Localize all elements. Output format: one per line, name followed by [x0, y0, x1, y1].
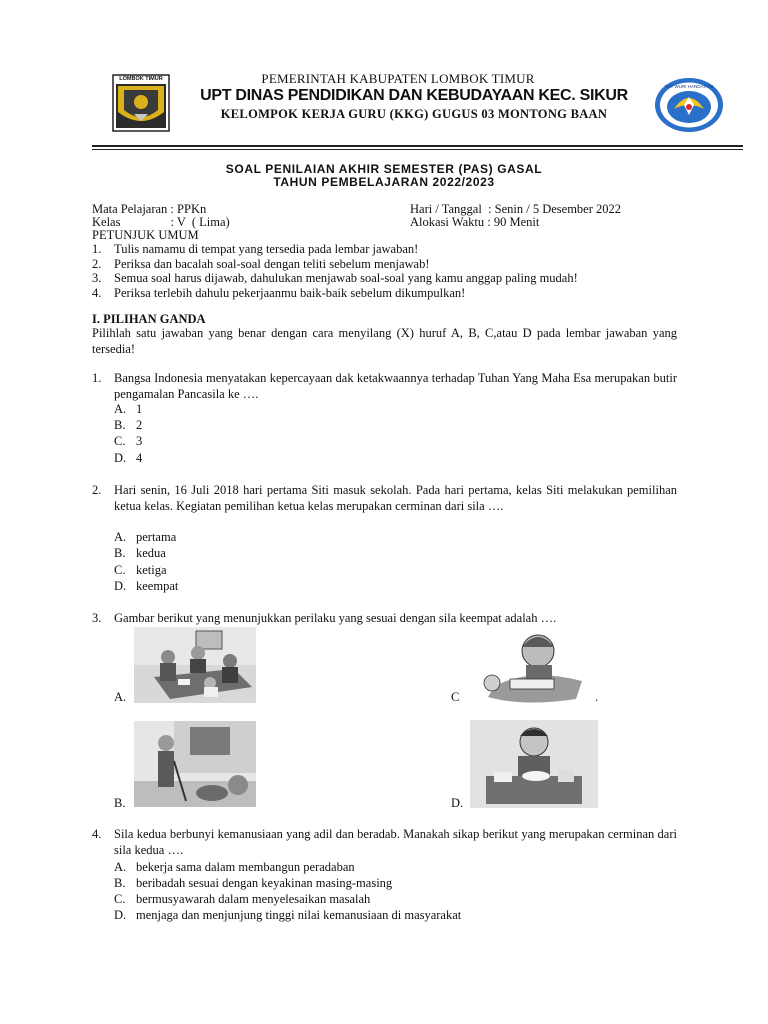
- question-1-number: 1.: [92, 371, 102, 385]
- question-3-option-a-image: [134, 627, 256, 703]
- info-subject: Mata Pelajaran : PPKn: [92, 202, 207, 216]
- question-2-number: 2.: [92, 483, 102, 497]
- question-4-option-b: B. beribadah sesuai dengan keyakinan masing-masing: [114, 876, 393, 890]
- question-3-option-b-letter: B.: [114, 796, 126, 810]
- instruction-3-text: Semua soal harus dijawab, dahulukan menjawab soal-soal yang kamu anggap paling mudah!: [114, 271, 578, 285]
- instruction-2-num: 2.: [92, 257, 102, 271]
- question-1-text: Bangsa Indonesia menyatakan kepercayaan dak ketakwaannya terhadap Tuhan Yang Maha Esa merupakan butir pengamalan Pancasila ke ….: [114, 371, 677, 401]
- question-4-option-a: A. bekerja sama dalam membangun peradaban: [114, 860, 355, 874]
- general-instructions-heading: PETUNJUK UMUM: [92, 228, 199, 242]
- question-1-option-b: B. 2: [114, 418, 143, 432]
- question-4-option-d: D. menjaga dan menjunjung tinggi nilai kemanusiaan di masyarakat: [114, 908, 462, 922]
- header-government: PEMERINTAH KABUPATEN LOMBOK TIMUR: [261, 71, 535, 86]
- instruction-3-num: 3.: [92, 271, 102, 285]
- header-office: UPT DINAS PENDIDIKAN DAN KEBUDAYAAN KEC. SIKUR: [200, 87, 628, 104]
- question-2-option-c: C. ketiga: [114, 563, 167, 577]
- header-kkg: KELOMPOK KERJA GURU (KKG) GUGUS 03 MONTONG BAAN: [220, 107, 608, 121]
- question-1-option-d: D. 4: [114, 451, 143, 465]
- woman-sweeping-image: [134, 721, 256, 807]
- question-1-option-c: C. 3: [114, 434, 143, 448]
- question-2-option-b: B. kedua: [114, 546, 166, 560]
- info-duration: Alokasi Waktu : 90 Menit: [410, 215, 540, 229]
- question-3-option-d-image: [470, 720, 598, 808]
- question-3-option-a-letter: A.: [114, 690, 127, 704]
- instruction-4-text: Periksa terlebih dahulu pekerjaanmu baik-baik sebelum dikumpulkan!: [114, 286, 466, 300]
- question-3-option-c-image: [464, 627, 592, 703]
- question-3-option-c-dot: .: [595, 690, 599, 704]
- boy-preparing-food-image: [470, 720, 598, 808]
- question-4-text: Sila kedua berbunyi kemanusiaan yang adil dan beradab. Manakah sikap berikut yang merupakan cerminan dari sila kedua ….: [114, 827, 677, 857]
- question-4-option-c: C. bermusyawarah dalam menyelesaikan masalah: [114, 892, 371, 906]
- header-rule-thick: [92, 145, 743, 147]
- question-3-option-c-letter: C: [451, 690, 460, 704]
- children-discussing-image: [134, 627, 256, 703]
- info-class: Kelas : V ( Lima): [92, 215, 230, 229]
- question-3-text: Gambar berikut yang menunjukkan perilaku yang sesuai dengan sila keempat adalah ….: [114, 611, 557, 625]
- question-3-number: 3.: [92, 611, 102, 625]
- header-rule-thin: [92, 149, 743, 150]
- question-1-option-a: A. 1: [114, 402, 143, 416]
- instruction-1-num: 1.: [92, 242, 102, 256]
- instruction-4-num: 4.: [92, 286, 102, 300]
- question-2-text: Hari senin, 16 Juli 2018 hari pertama Siti masuk sekolah. Pada hari pertama, kelas Siti melakukan pemilihan ketua kelas. Kegiatan pemilihan ketua kelas merupakan cerminan dari sila ….: [114, 483, 677, 513]
- section-instruction: Pilihlah satu jawaban yang benar dengan cara menyilang (X) huruf A, B, C,atau D pada lembar jawaban yang tersedia!: [92, 326, 677, 356]
- exam-title: SOAL PENILAIAN AKHIR SEMESTER (PAS) GASAL: [225, 162, 543, 176]
- question-3-option-d-letter: D.: [451, 796, 464, 810]
- boy-studying-image: [464, 627, 592, 703]
- instruction-1-text: Tulis namamu di tempat yang tersedia pada lembar jawaban!: [114, 242, 419, 256]
- tut-wuri-logo: [654, 77, 724, 133]
- tut-wuri-text: TUT WURI HANDAYANI: [664, 84, 714, 89]
- question-2-option-d: D. keempat: [114, 579, 179, 593]
- instruction-2-text: Periksa dan bacalah soal-soal dengan teliti sebelum menjawab!: [114, 257, 430, 271]
- section-heading: I. PILIHAN GANDA: [92, 312, 206, 326]
- exam-year: TAHUN PEMBELAJARAN 2022/2023: [273, 175, 495, 189]
- question-2-option-a: A. pertama: [114, 530, 177, 544]
- question-4-number: 4.: [92, 827, 102, 841]
- info-day-date: Hari / Tanggal : Senin / 5 Desember 2022: [410, 202, 622, 216]
- district-logo-text: LOMBOK TIMUR: [119, 76, 163, 82]
- question-3-option-b-image: [134, 721, 256, 807]
